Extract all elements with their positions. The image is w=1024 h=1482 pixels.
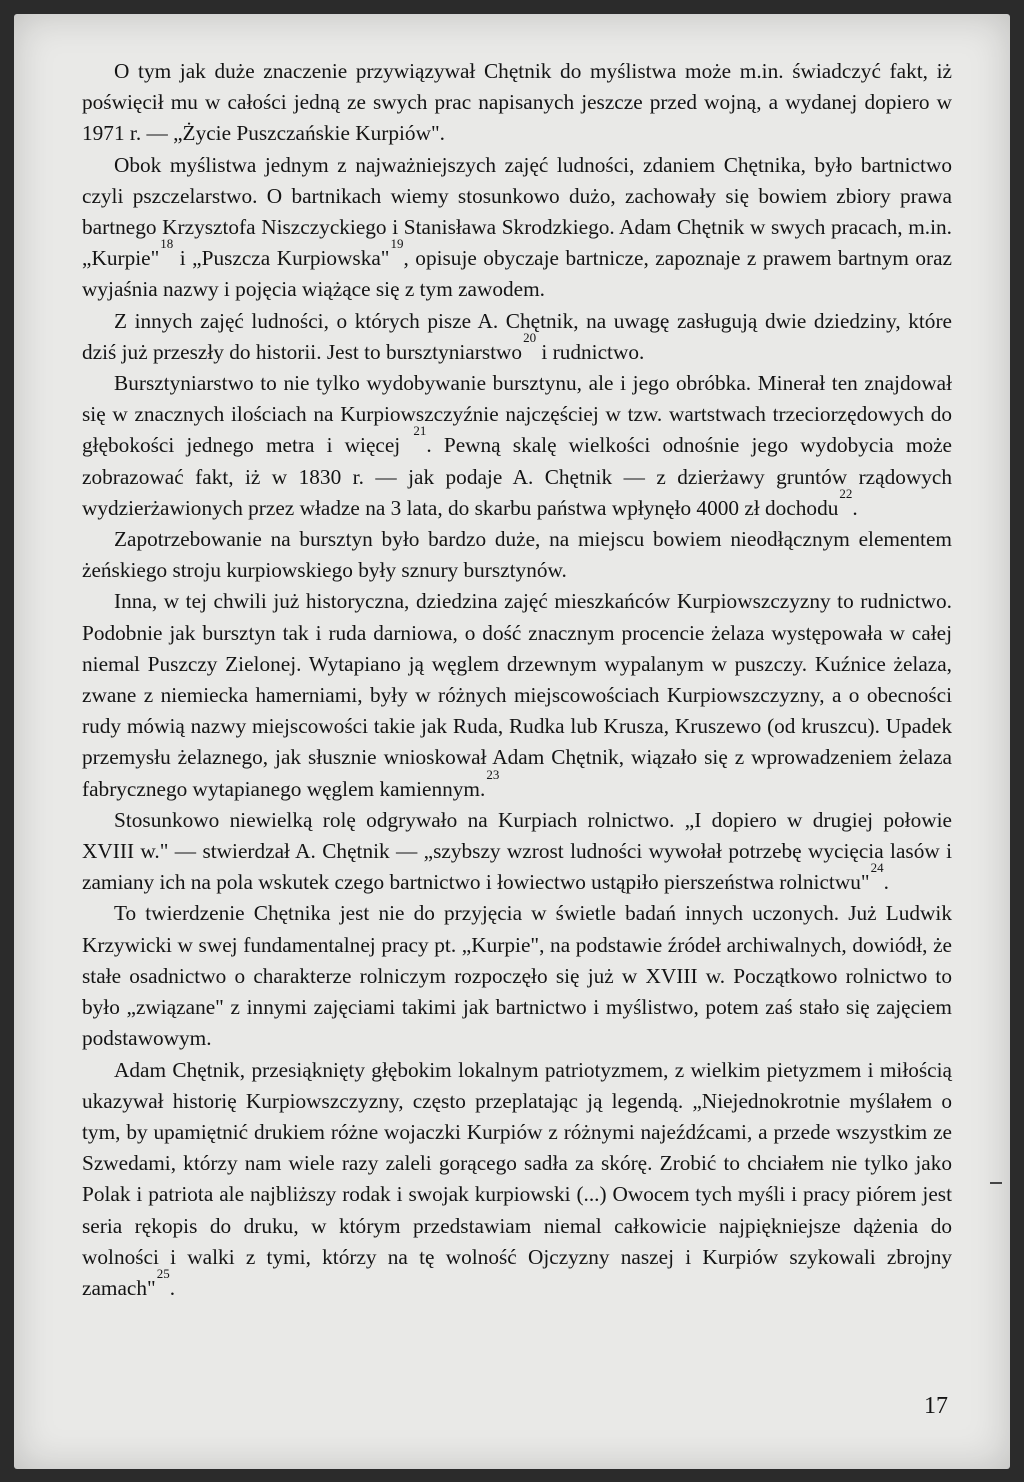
footnote-ref: 22 bbox=[839, 485, 853, 501]
paragraph bbox=[82, 898, 952, 1054]
footnote-ref: 18 bbox=[160, 236, 174, 252]
paragraph-text: . bbox=[883, 870, 889, 895]
paragraph bbox=[82, 150, 952, 306]
paragraph-text: . bbox=[852, 495, 858, 520]
paragraph-text: . bbox=[169, 1275, 176, 1300]
footnote-ref: 23 bbox=[486, 766, 500, 782]
paragraph-text: Stosunkowo niewielką rolę odgrywało na Kurpiach rolnictwo. „I dopiero w drugiej połowie XVIII w." — stwierdzał A. Chętnik — „szybszy wzrost ludności wywołał potrzebę wycięcia lasów i zamiany ich na pola wskutek czego bartnictwo i łowiectwo ustąpiło pierszeństwa rolnictwu" bbox=[82, 807, 952, 895]
paragraph-text: i rudnictwo. bbox=[536, 339, 645, 364]
paragraph-text: . Pewną skalę wielkości odnośnie jego wydobycia może zobrazować fakt, iż w 1830 r. — jak podaje A. Chętnik — z dzierżawy gruntów rządowych wydzierżawionych przez władze na 3 lata, do skarbu państwa wpłynęło 4000 zł dochodu bbox=[82, 433, 953, 520]
paragraph bbox=[82, 524, 952, 586]
paragraph-text: O tym jak duże znaczenie przywiązywał Chętnik do myślistwa może m.in. świadczyć fakt, iż poświęcił mu w całości jedną ze swych prac napisanych jeszcze przed wojną, a wydanej dopiero w 1971 r. — „Życie Puszczańskie Kurpiów". bbox=[82, 59, 952, 146]
paragraph bbox=[82, 1055, 952, 1305]
footnote-ref: 21 bbox=[413, 423, 427, 439]
paragraph-text: Inna, w tej chwili już historyczna, dziedzina zajęć mieszkańców Kurpiowszczyzny to rudnictwo. Podobnie jak bursztyn tak i ruda darniowa, o dość znacznym procencie żelaza występowała w całej niemal Puszczy Zielonej. Wytapiano ją węglem drzewnym wypalanym w puszczy. Kuźnice żelaza, zwane z niemiecka hamerniami, były w różnych miejscowościach Kurpiowszczyzny, a o obecności rudy mówią nazwy miejscowości takie jak Ruda, Rudka lub Krusza, Kruszewo (od kruszcu). Upadek przemysłu żelaznego, jak słusznie wnioskował Adam Chętnik, wiązało się z wprowadzeniem żelaza fabrycznego wytapianego węglem kamiennym. bbox=[82, 589, 952, 801]
paragraph bbox=[82, 306, 952, 368]
paragraph bbox=[82, 586, 952, 804]
paragraph bbox=[82, 56, 952, 150]
footnote-ref: 19 bbox=[390, 236, 404, 252]
paragraph-text: Zapotrzebowanie na bursztyn było bardzo duże, na miejscu bowiem nieodłącznym elementem żeńskiego stroju kurpiowskiego były sznury bursztynów. bbox=[82, 527, 952, 583]
footnote-ref: 25 bbox=[156, 1265, 170, 1281]
page-number: 17 bbox=[924, 1393, 948, 1419]
paragraph bbox=[82, 368, 952, 524]
margin-mark bbox=[990, 1182, 1002, 1184]
paragraph-text: Adam Chętnik, przesiąknięty głębokim lokalnym patriotyzmem, z wielkim pietyzmem i miłością ukazywał historię Kurpiowszczyzny, często przeplatając ją legendą. „Niejednokrotnie myślałem o tym, by upamiętnić drukiem różne wojaczki Kurpiów z różnymi najeźdźcami, a przede wszystkim ze Szwedami, którzy nam wiele razy zaleli gorącego sadła za skórę. Zrobić to chciałem nie tylko jako Polak i patriota ale najbliższy rodak i swojak kurpiowski (...) Owocem tych myśli i pracy piórem jest seria rękopis do druku, w którym przedstawiam niemal całkowicie najpiękniejsze dążenia do wolności i walki z tymi, którzy na tę wolność Ojczyzny naszej i Kurpiów szykowali zbrojny zamach" bbox=[82, 1057, 952, 1300]
paragraph-text: Bursztyniarstwo to nie tylko wydobywanie bursztynu, ale i jego obróbka. Minerał ten znajdował się w znacznych ilościach na Kurpiowszczyźnie najczęściej w tzw. wartstwach trzeciorzędowych do głębokości jednego metra i więcej bbox=[82, 371, 952, 458]
paragraph-text: Obok myślistwa jednym z najważniejszych zajęć ludności, zdaniem Chętnika, było bartnictwo czyli pszczelarstwo. O bartnikach wiemy stosunkowo dużo, zachowały się bowiem zbiory prawa bartnego Krzysztofa Niszczyckiego i Stanisława Skrodzkiego. Adam Chętnik w swych pracach, m.in. „Kurpie" bbox=[82, 152, 952, 271]
paragraph-text: To twierdzenie Chętnika jest nie do przyjęcia w świetle badań innych uczonych. Już Ludwik Krzywicki w swej fundamentalnej pracy pt. „Kurpie", na podstawie źródeł archiwalnych, dowiódł, że stałe osadnictwo o charakterze rolniczym rozpoczęło się już w XVIII w. Początkowo rolnictwo to było „związane" z innymi zajęciami takimi jak bartnictwo i myślistwo, potem zaś stało się zajęciem podstawowym. bbox=[82, 901, 952, 1051]
paragraph-text: Z innych zajęć ludności, o których pisze A. Chętnik, na uwagę zasługują dwie dziedziny, które dziś już przeszły do historii. Jest to bursztyniarstwo bbox=[82, 308, 952, 364]
body-text bbox=[82, 56, 952, 1304]
footnote-ref: 20 bbox=[523, 329, 537, 345]
footnote-ref: 24 bbox=[870, 860, 884, 876]
paragraph bbox=[82, 805, 952, 899]
paragraph-text: , opisuje obyczaje bartnicze, zapoznaje z prawem bartnym oraz wyjaśnia nazwy i pojęcia wiążące się z tym zawodem. bbox=[82, 246, 952, 302]
paragraph-text: i „Puszcza Kurpiowska" bbox=[173, 246, 390, 271]
